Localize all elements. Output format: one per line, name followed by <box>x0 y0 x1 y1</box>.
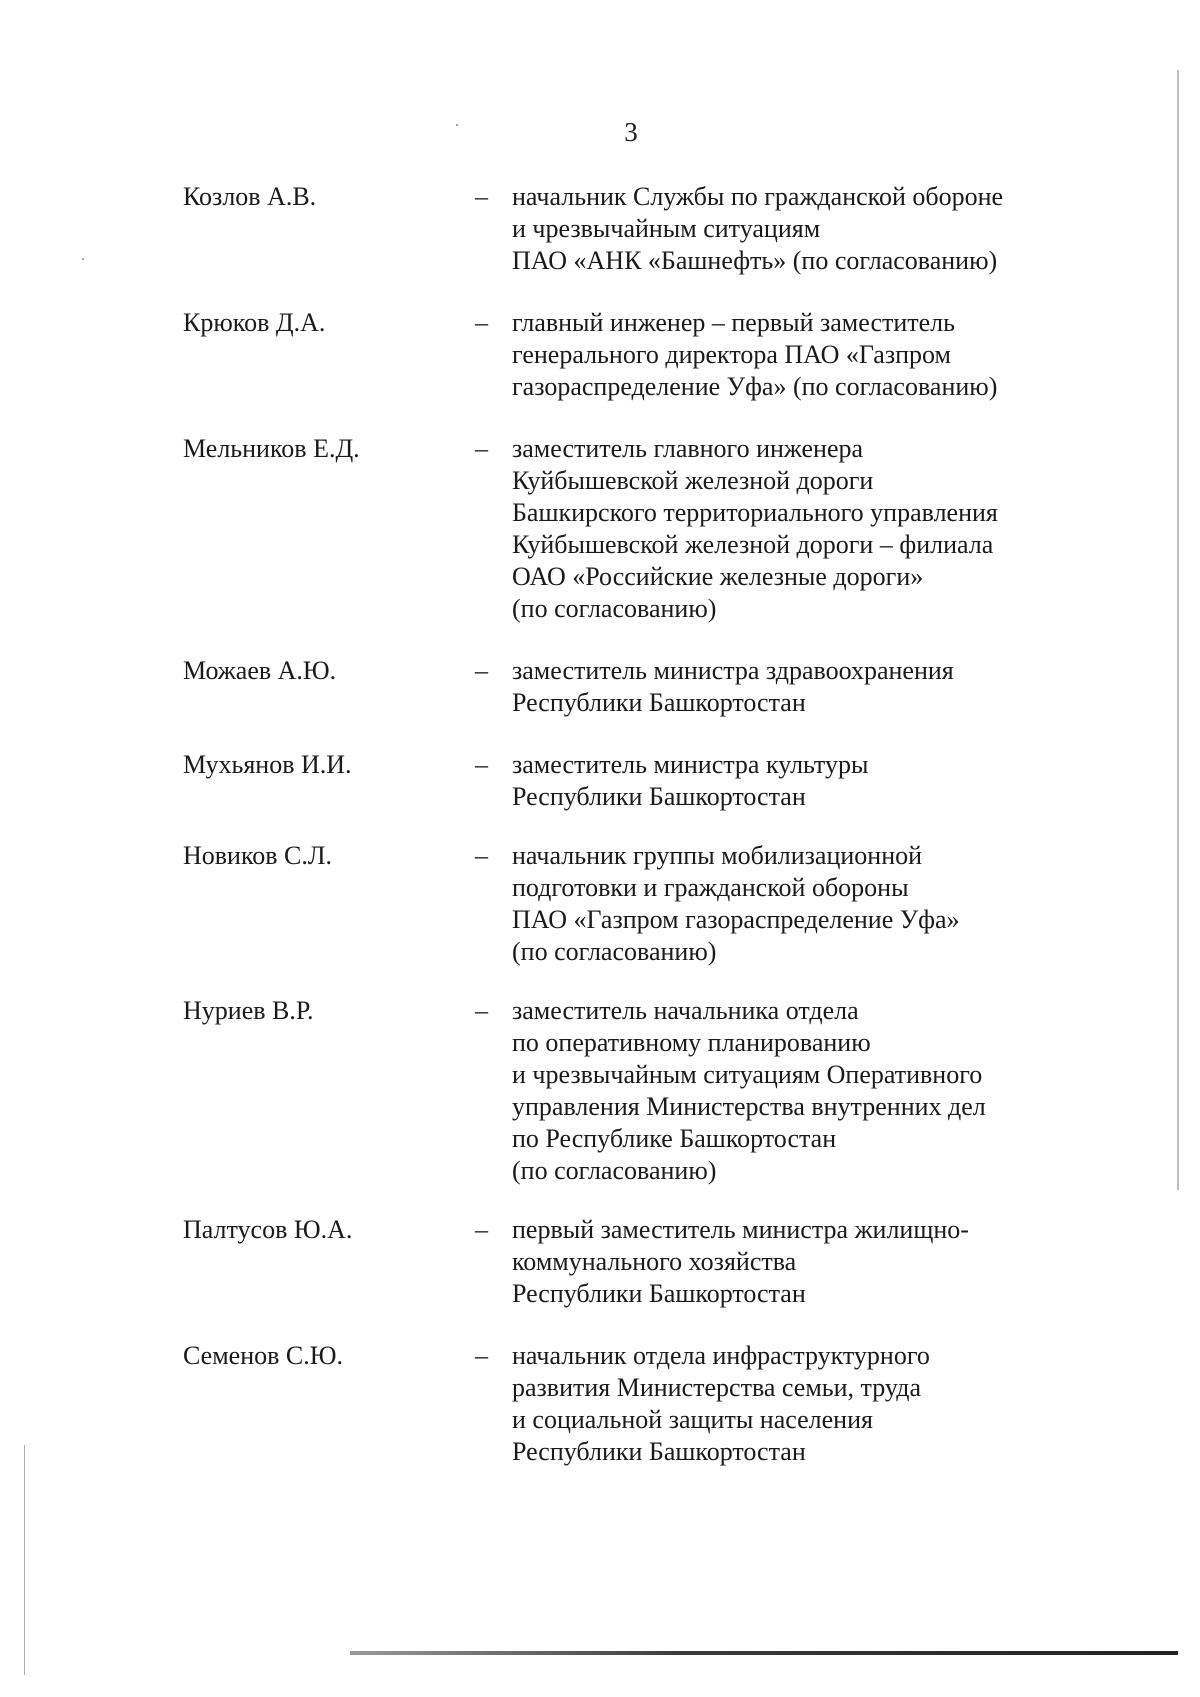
scan-speck <box>82 258 84 260</box>
role-line: заместитель министра здравоохранения <box>512 656 954 685</box>
member-name: Нуриев В.Р. <box>183 996 314 1025</box>
role-line: Республики Башкортостан <box>512 1279 806 1308</box>
scan-edge-bottom <box>350 1651 1178 1655</box>
page-number: 3 <box>624 117 638 147</box>
member-role <box>512 1214 1083 1310</box>
role-line: Республики Башкортостан <box>512 688 806 717</box>
role-line: генерального директора ПАО «Газпром <box>512 340 951 369</box>
member-role <box>512 749 1083 813</box>
role-line: Республики Башкортостан <box>512 782 806 811</box>
scan-speck <box>456 124 458 126</box>
role-line: (по согласованию) <box>512 594 717 623</box>
member-role <box>512 1340 1083 1468</box>
role-line: главный инженер – первый заместитель <box>512 308 955 337</box>
role-line: ОАО «Российские железные дороги» <box>512 562 924 591</box>
member-name: Мельников Е.Д. <box>183 434 360 463</box>
role-line: газораспределение Уфа» (по согласованию) <box>512 372 998 401</box>
dash-separator: – <box>475 841 488 870</box>
member-role <box>512 307 1083 403</box>
list-item <box>183 307 1083 403</box>
role-line: коммунального хозяйства <box>512 1247 797 1276</box>
member-role <box>512 995 1083 1187</box>
list-item <box>183 1340 1083 1468</box>
role-line: начальник Службы по гражданской обороне <box>512 182 1004 211</box>
dash-separator: – <box>475 1341 488 1370</box>
list-item <box>183 433 1083 625</box>
scan-edge-right <box>1177 70 1179 1190</box>
dash-separator: – <box>475 182 488 211</box>
dash-separator: – <box>475 434 488 463</box>
role-line: Куйбышевской железной дороги – филиала <box>512 530 994 559</box>
member-name: Семенов С.Ю. <box>183 1341 343 1370</box>
list-item <box>183 840 1083 968</box>
role-line: и чрезвычайным ситуациям Оперативного <box>512 1060 983 1089</box>
role-line: ПАО «АНК «Башнефть» (по согласованию) <box>512 246 998 275</box>
list-item <box>183 181 1083 277</box>
member-name: Новиков С.Л. <box>183 841 333 870</box>
role-line: подготовки и гражданской обороны <box>512 873 909 902</box>
dash-separator: – <box>475 1215 488 1244</box>
role-line: по Республике Башкортостан <box>512 1124 837 1153</box>
list-item <box>183 1214 1083 1310</box>
role-line: Куйбышевской железной дороги <box>512 466 874 495</box>
role-line: начальник отдела инфраструктурного <box>512 1341 930 1370</box>
role-line: (по согласованию) <box>512 1156 717 1185</box>
member-role <box>512 181 1083 277</box>
role-line: заместитель начальника отдела <box>512 996 859 1025</box>
scan-edge-left <box>24 1445 25 1675</box>
member-name: Можаев А.Ю. <box>183 656 337 685</box>
member-list <box>183 181 1083 1468</box>
dash-separator: – <box>475 656 488 685</box>
role-line: заместитель главного инженера <box>512 434 864 463</box>
list-item <box>183 655 1083 719</box>
role-line: управления Министерства внутренних дел <box>512 1092 986 1121</box>
member-name: Крюков Д.А. <box>183 308 326 337</box>
role-line: ПАО «Газпром газораспределение Уфа» <box>512 905 960 934</box>
role-line: развития Министерства семьи, труда <box>512 1373 922 1402</box>
member-name: Козлов А.В. <box>183 182 317 211</box>
role-line: и чрезвычайным ситуациям <box>512 214 821 243</box>
dash-separator: – <box>475 996 488 1025</box>
role-line: Башкирского территориального управления <box>512 498 998 527</box>
role-line: начальник группы мобилизационной <box>512 841 923 870</box>
list-item <box>183 749 1083 813</box>
role-line: по оперативному планированию <box>512 1028 871 1057</box>
member-name: Палтусов Ю.А. <box>183 1215 353 1244</box>
role-line: первый заместитель министра жилищно- <box>512 1215 969 1244</box>
dash-separator: – <box>475 308 488 337</box>
role-line: заместитель министра культуры <box>512 750 869 779</box>
member-role <box>512 655 1083 719</box>
dash-separator: – <box>475 750 488 779</box>
member-name: Мухьянов И.И. <box>183 750 352 779</box>
list-item <box>183 995 1083 1187</box>
member-role <box>512 840 1083 968</box>
member-role <box>512 433 1083 625</box>
role-line: и социальной защиты населения <box>512 1405 873 1434</box>
role-line: (по согласованию) <box>512 937 717 966</box>
role-line: Республики Башкортостан <box>512 1437 806 1466</box>
